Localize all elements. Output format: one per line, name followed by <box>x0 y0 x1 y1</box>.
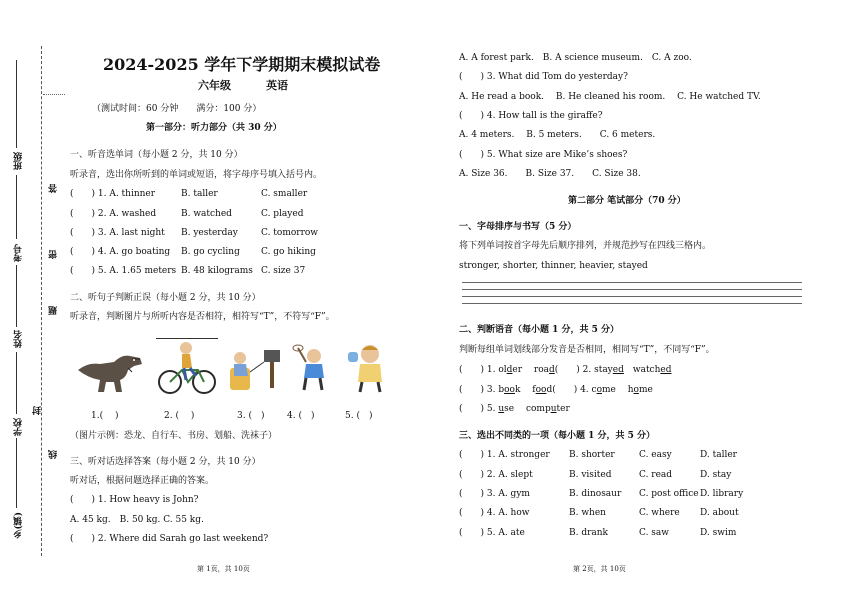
seal-char-da: 答 <box>49 184 59 193</box>
listen-q3-b: B. yesterday <box>181 228 238 238</box>
exam-number-line <box>16 175 17 239</box>
bicycle-image <box>156 340 218 396</box>
dialog-q4-options: A. 4 meters. B. 5 meters. C. 6 meters. <box>459 130 656 140</box>
odd-q2-b: B. visited <box>569 470 612 480</box>
grade-label: 六年级 <box>198 79 231 92</box>
odd-q3-b: B. dinosaur <box>569 489 622 499</box>
odd-q4: ( ) 4. A. how <box>459 508 530 518</box>
picture-blank-4: 4. ( ) <box>287 411 315 421</box>
exam-info: （测试时间：60 分钟 满分：100 分） <box>92 104 262 114</box>
name-label: 姓名 <box>14 330 24 348</box>
section1-instruction: 听录音，选出你所听到的单词或短语，将字母序号填入括号内。 <box>70 170 323 180</box>
dialog-q4: ( ) 4. How tall is the giraffe? <box>459 111 603 121</box>
part1-title: 第一部分：听力部分（共 30 分） <box>146 123 282 133</box>
odd-one-out-title: 三、选出不同类的一项（每小题 1 分，共 5 分） <box>459 431 656 441</box>
listen-q4-b: B. go cycling <box>181 247 240 257</box>
four-line-grid-line-2 <box>462 289 802 290</box>
footer-page-2: 第 2页，共 10页 <box>573 565 626 573</box>
footer-page-1: 第 1页，共 10页 <box>197 565 250 573</box>
picture-blank-1: 1.( ) <box>91 411 119 421</box>
writing-section-title: 一、字母排序与书写（5 分） <box>459 222 577 232</box>
school-label: 学校 <box>14 418 24 436</box>
listen-q5-b: B. 48 kilograms <box>181 266 253 276</box>
writing-words: stronger, shorter, thinner, heavier, stayed <box>459 261 648 271</box>
odd-q5-d: D. swim <box>700 528 737 538</box>
four-line-grid-line-3 <box>462 296 802 297</box>
odd-q2: ( ) 2. A. slept <box>459 470 533 480</box>
school-line <box>16 352 17 414</box>
listen-q4-c: C. go hiking <box>261 247 316 257</box>
writing-instruction: 将下列单词按首字母先后顺序排列，并规范抄写在四线三格内。 <box>459 241 712 251</box>
listen-q3: ( ) 3. A. last night <box>70 228 165 238</box>
washing-socks-image <box>344 342 388 394</box>
listen-q2: ( ) 2. A. washed <box>70 209 157 219</box>
listen-q5-c: C. size 37 <box>261 266 306 276</box>
odd-q4-d: D. about <box>700 508 739 518</box>
listen-q5: ( ) 5. A. 1.65 meters <box>70 266 177 276</box>
odd-q5-b: B. drank <box>569 528 609 538</box>
odd-q5: ( ) 5. A. ate <box>459 528 525 538</box>
study-room-image <box>228 346 284 394</box>
boating-image <box>292 344 332 394</box>
section1-title: 一、听音选单词（每小题 2 分，共 10 分） <box>70 150 243 160</box>
odd-q1: ( ) 1. A. stronger <box>459 450 550 460</box>
dialog-q2: ( ) 2. Where did Sarah go last weekend? <box>70 534 269 544</box>
listen-q2-c: C. played <box>261 209 304 219</box>
listen-q1-b: B. taller <box>181 189 218 199</box>
listen-q1-c: C. smaller <box>261 189 308 199</box>
odd-q4-b: B. when <box>569 508 606 518</box>
name-line <box>16 265 17 327</box>
phonics-row-1: ( ) 1. older road( ) 2. stayed watched <box>459 365 672 375</box>
odd-q1-b: B. shorter <box>569 450 615 460</box>
four-line-grid-line-1 <box>462 282 802 283</box>
town-line <box>16 438 17 508</box>
seal-char-mi: 密 <box>49 250 59 259</box>
class-label: 班级 <box>14 152 24 170</box>
odd-q1-c: C. easy <box>639 450 672 460</box>
section2-title: 二、听句子判断正误（每小题 2 分，共 10 分） <box>70 293 261 303</box>
odd-q3-c: C. post office <box>639 489 699 499</box>
binding-dots <box>43 94 65 95</box>
listen-q4: ( ) 4. A. go boating <box>70 247 171 257</box>
four-line-grid-line-4 <box>462 303 802 304</box>
listen-q3-c: C. tomorrow <box>261 228 319 238</box>
listen-q1: ( ) 1. A. thinner <box>70 189 156 199</box>
picture-blank-3: 3. ( ) <box>237 411 265 421</box>
subject-label: 英语 <box>266 79 288 92</box>
picture-blank-2: 2. ( ) <box>164 411 195 421</box>
odd-q4-c: C. where <box>639 508 680 518</box>
odd-q5-c: C. saw <box>639 528 669 538</box>
section3-title: 三、听对话选择答案（每小题 2 分，共 10 分） <box>70 457 261 467</box>
class-line <box>16 60 17 148</box>
odd-q2-c: C. read <box>639 470 673 480</box>
seal-char-feng: 封 <box>33 406 43 415</box>
section3-instruction: 听对话，根据问题选择正确的答案。 <box>70 476 215 486</box>
dialog-q5-options: A. Size 36. B. Size 37. C. Size 38. <box>459 169 641 179</box>
odd-q3: ( ) 3. A. gym <box>459 489 530 499</box>
binding-dashed-line <box>41 46 42 556</box>
dialog-q1-options: A. 45 kg. B. 50 kg. C. 55 kg. <box>70 515 204 525</box>
part2-title: 第二部分 笔试部分（70 分） <box>568 196 686 206</box>
dialog-q3: ( ) 3. What did Tom do yesterday? <box>459 72 628 82</box>
exam-title: 2024-2025 学年下学期期末模拟试卷 <box>103 55 381 74</box>
phonics-row-2: ( ) 3. book food( ) 4. come home <box>459 385 653 395</box>
odd-q1-d: D. taller <box>700 450 737 460</box>
phonics-row-3: ( ) 5. use computer <box>459 404 570 414</box>
dialog-q3-options: A. He read a book. B. He cleaned his room. C. He watched TV. <box>459 92 761 102</box>
dinosaur-image <box>70 340 148 396</box>
dialog-q2-options: A. A forest park. B. A science museum. C. A zoo. <box>459 53 692 63</box>
phonics-instruction: 判断每组单词划线部分发音是否相同，相同写“T”，不同写“F”。 <box>459 345 715 355</box>
dialog-q1: ( ) 1. How heavy is John? <box>70 495 199 505</box>
listen-q2-b: B. watched <box>181 209 232 219</box>
seal-char-ti: 题 <box>49 306 59 315</box>
seal-char-xian: 线 <box>49 450 59 459</box>
town-label: 乡(镇) <box>14 512 24 539</box>
odd-q3-d: D. library <box>700 489 744 499</box>
odd-q2-d: D. stay <box>700 470 732 480</box>
dialog-q5: ( ) 5. What size are Mike’s shoes? <box>459 150 628 160</box>
section2-instruction: 听录音，判断图片与所听内容是否相符，相符写“T”，不符写“F”。 <box>70 312 335 322</box>
picture-blank-5: 5. ( ) <box>345 411 373 421</box>
exam-number-label: 考号 <box>14 244 24 262</box>
picture-caption: （图片示例：恐龙、自行车、书房、划船、洗袜子） <box>70 431 278 441</box>
bicycle-caption-line <box>156 338 218 339</box>
phonics-section-title: 二、判断语音（每小题 1 分，共 5 分） <box>459 325 620 335</box>
